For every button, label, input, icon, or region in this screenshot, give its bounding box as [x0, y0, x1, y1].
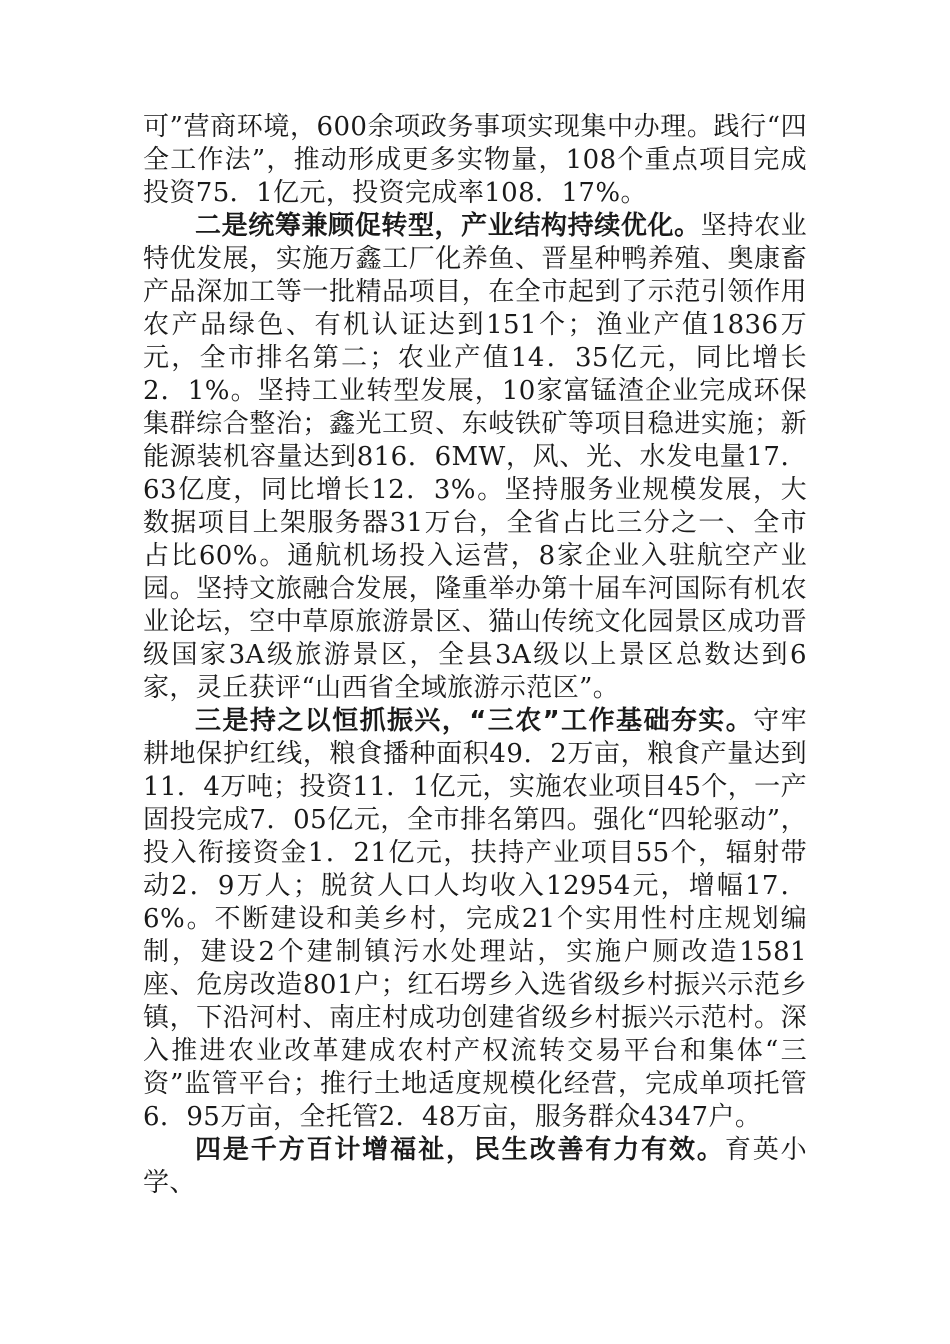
paragraph-rural-revitalization [143, 705, 807, 1134]
document-page [143, 111, 807, 1200]
paragraph-text: 守牢耕地保护红线，粮食播种面积49．2万亩，粮食产量达到11．4万吨；投资11．1亿元，实施农业项目45个，一产固投完成7．05亿元，全市排名第四。强化“四轮驱动”，投入衔接资金1．21亿元，扶持产业项目55个，辐射带动2．9万人；脱贫人口人均收入12954元，增幅17．6%。不断建设和美乡村，完成21个实用性村庄规划编制，建设2个建制镇污水处理站，实施户厕改造1581座、危房改造801户；红石塄乡入选省级乡村振兴示范乡镇，下沿河村、南庄村成功创建省级乡村振兴示范村。深入推进农业改革建成农村产权流转交易平台和集体“三资”监管平台；推行土地适度规模化经营，完成单项托管6．95万亩，全托管2．48万亩，服务群众4347户。 [143, 706, 807, 1132]
paragraph-text: 育英小学、 [143, 1135, 807, 1198]
paragraph-livelihood [143, 1134, 807, 1200]
paragraph-lead: 三是持之以恒抓振兴，“三农”工作基础夯实。 [195, 706, 754, 736]
paragraph-lead: 四是千方百计增福祉，民生改善有力有效。 [195, 1135, 725, 1165]
paragraph-industry-transformation [143, 210, 807, 705]
paragraph-business-environment [143, 111, 807, 210]
paragraph-text: 可”营商环境，600余项政务事项实现集中办理。践行“四全工作法”，推动形成更多实物量，108个重点项目完成投资75．1亿元，投资完成率108．17%。 [143, 112, 807, 208]
paragraph-lead: 二是统筹兼顾促转型，产业结构持续优化。 [195, 211, 701, 241]
paragraph-text: 坚持农业特优发展，实施万鑫工厂化养鱼、晋星种鸭养殖、奥康畜产品深加工等一批精品项目，在全市起到了示范引领作用农产品绿色、有机认证达到151个；渔业产值1836万元，全市排名第二；农业产值14．35亿元，同比增长2．1%。坚持工业转型发展，10家富锰渣企业完成环保集群综合整治；鑫光工贸、东岐铁矿等项目稳进实施；新能源装机容量达到816．6MW，风、光、水发电量17．63亿度，同比增长12．3%。坚持服务业规模发展，大数据项目上架服务器31万台，全省占比三分之一、全市占比60%。通航机场投入运营，8家企业入驻航空产业园。坚持文旅融合发展，隆重举办第十届车河国际有机农业论坛，空中草原旅游景区、猫山传统文化园景区成功晋级国家3A级旅游景区，全县3A级以上景区总数达到6家，灵丘获评“山西省全域旅游示范区”。 [143, 211, 807, 703]
